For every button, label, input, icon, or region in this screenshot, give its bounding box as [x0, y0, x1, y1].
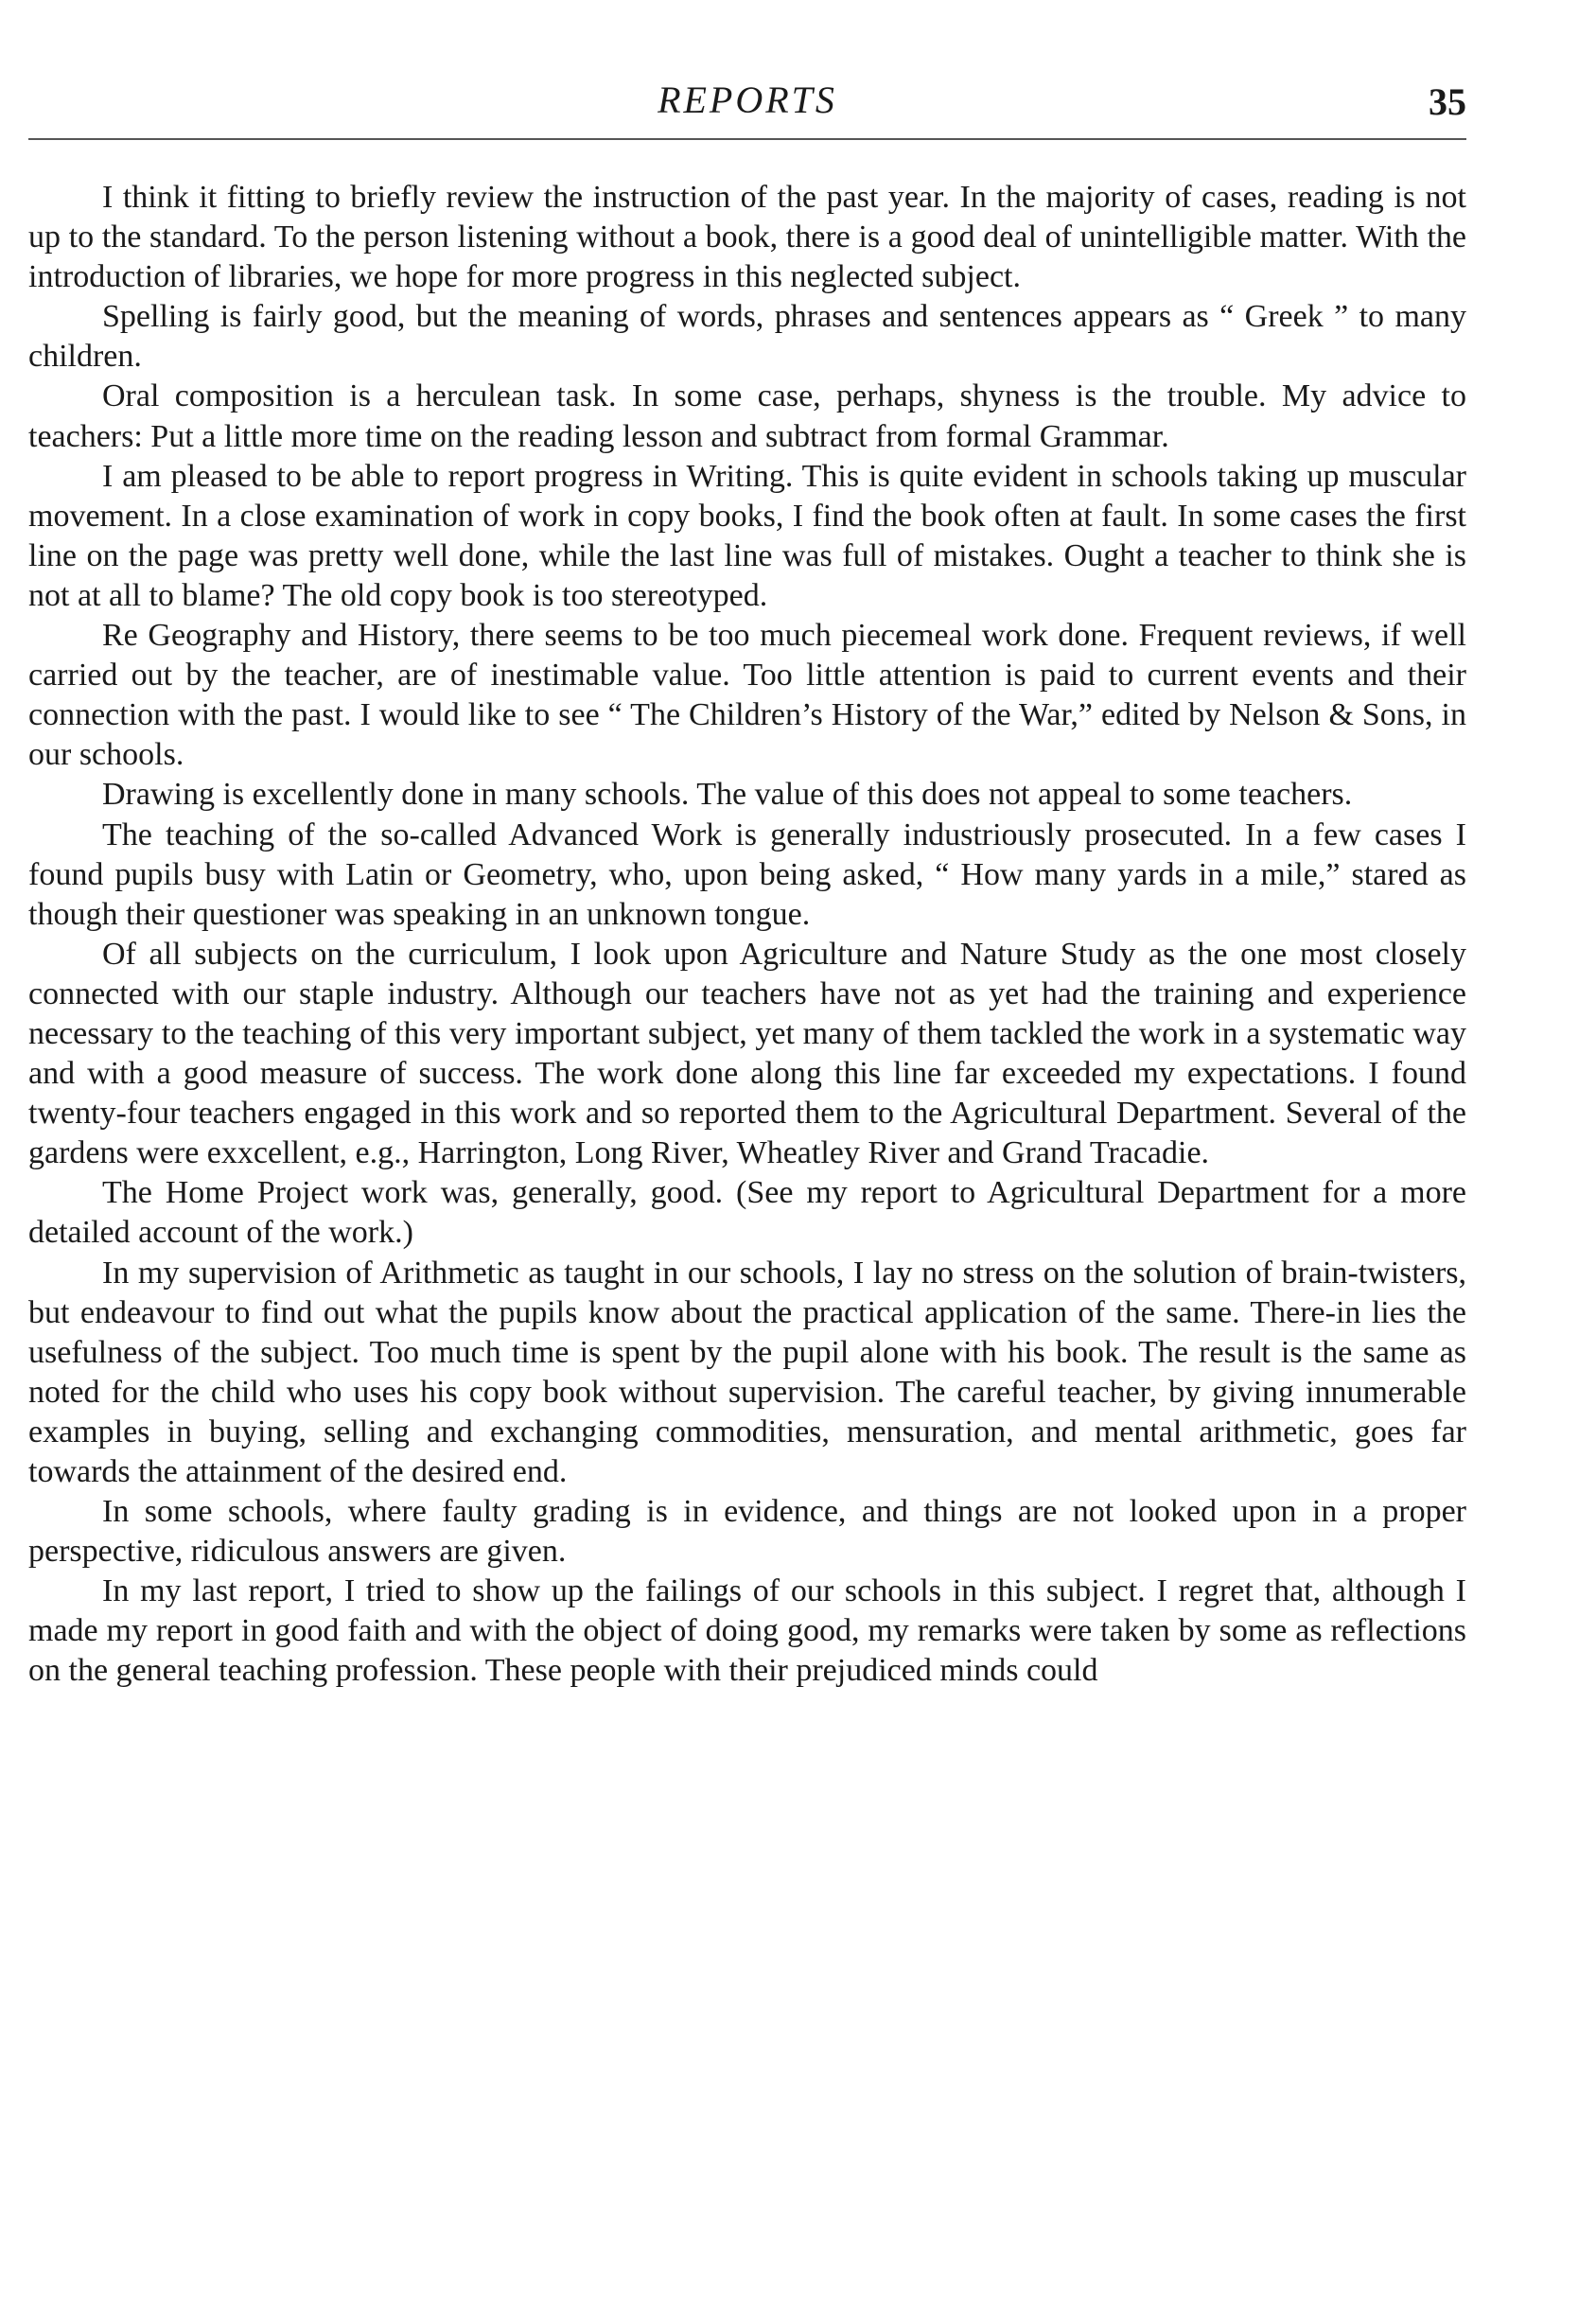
paragraph-drawing: Drawing is excellently done in many schools. The value of this does not appeal to some teachers.	[102, 777, 1353, 813]
header-rule	[28, 138, 1466, 140]
paragraph-geography-history: Re Geography and History, there seems to be too much piecemeal work done. Frequent reviews, if well carried out by the teacher, are of inestimable value. Too little attention is paid to current events and their connection with the past. I would like to see “ The Children’s History of the War,” edited by Nelson & Sons, in our schools.	[28, 618, 1466, 773]
paragraph-arithmetic: In my supervision of Arithmetic as taught in our schools, I lay no stress on the solution of brain-twisters, but endeavour to find out what the pupils know about the practical application of the same. There-in lies the usefulness of the subject. Too much time is spent by the pupil alone with his book. The result is the same as noted for the child who uses his copy book without supervision. The careful teacher, by giving innumerable examples in buying, selling and exchanging commodities, mensuration, and mental arithmetic, goes far towards the attainment of the desired end.	[28, 1255, 1466, 1489]
paragraph-oral-composition: Oral composition is a herculean task. In some case, perhaps, shyness is the trouble. My advice to teachers: Put a little more time on the reading lesson and subtract from formal Grammar.	[28, 378, 1466, 454]
paragraph-advanced-work: The teaching of the so-called Advanced Work is generally industriously prosecuted. In a few cases I found pupils busy with Latin or Geometry, who, upon being asked, “ How many yards in a mile,” stared as though their questioner was speaking in an unknown tongue.	[28, 817, 1466, 932]
paragraph-last-report: In my last report, I tried to show up the failings of our schools in this subject. I regret that, although I made my report in good faith and with the object of doing good, my remarks were taken by some as reflections on the general teaching profession. These people with their prejudiced minds could	[28, 1573, 1466, 1689]
paragraph-reading: I think it fitting to briefly review the instruction of the past year. In the majority of cases, reading is not up to the standard. To the person listening without a book, there is a good deal of unintelligible matter. With the introduction of libraries, we hope for more progress in this neglected subject.	[28, 180, 1466, 295]
paragraph-spelling: Spelling is fairly good, but the meaning of words, phrases and sentences appears as “ Greek ” to many children.	[28, 299, 1466, 375]
body-text	[28, 178, 1466, 1692]
running-title: REPORTS	[658, 79, 837, 121]
page-number: 35	[1429, 80, 1466, 123]
page-header	[28, 78, 1466, 134]
paragraph-writing: I am pleased to be able to report progress in Writing. This is quite evident in schools taking up muscular movement. In a close examination of work in copy books, I find the book often at fault. In some cases the first line on the page was pretty well done, while the last line was full of mistakes. Ought a teacher to think she is not at all to blame? The old copy book is too stereotyped.	[28, 458, 1466, 613]
paragraph-grading: In some schools, where faulty grading is in evidence, and things are not looked upon in a proper perspective, ridiculous answers are given.	[28, 1494, 1466, 1570]
paragraph-agriculture: Of all subjects on the curriculum, I look upon Agriculture and Nature Study as the one most closely connected with our staple industry. Although our teachers have not as yet had the training and experience necessary to the teaching of this very important subject, yet many of them tackled the work in a systematic way and with a good measure of success. The work done along this line far exceeded my expectations. I found twenty-four teachers engaged in this work and so reported them to the Agricultural Department. Several of the gardens were exxcellent, e.g., Harrington, Long River, Wheatley River and Grand Tracadie.	[28, 936, 1466, 1171]
paragraph-home-project: The Home Project work was, generally, good. (See my report to Agricultural Department for a more detailed account of the work.)	[28, 1175, 1466, 1251]
